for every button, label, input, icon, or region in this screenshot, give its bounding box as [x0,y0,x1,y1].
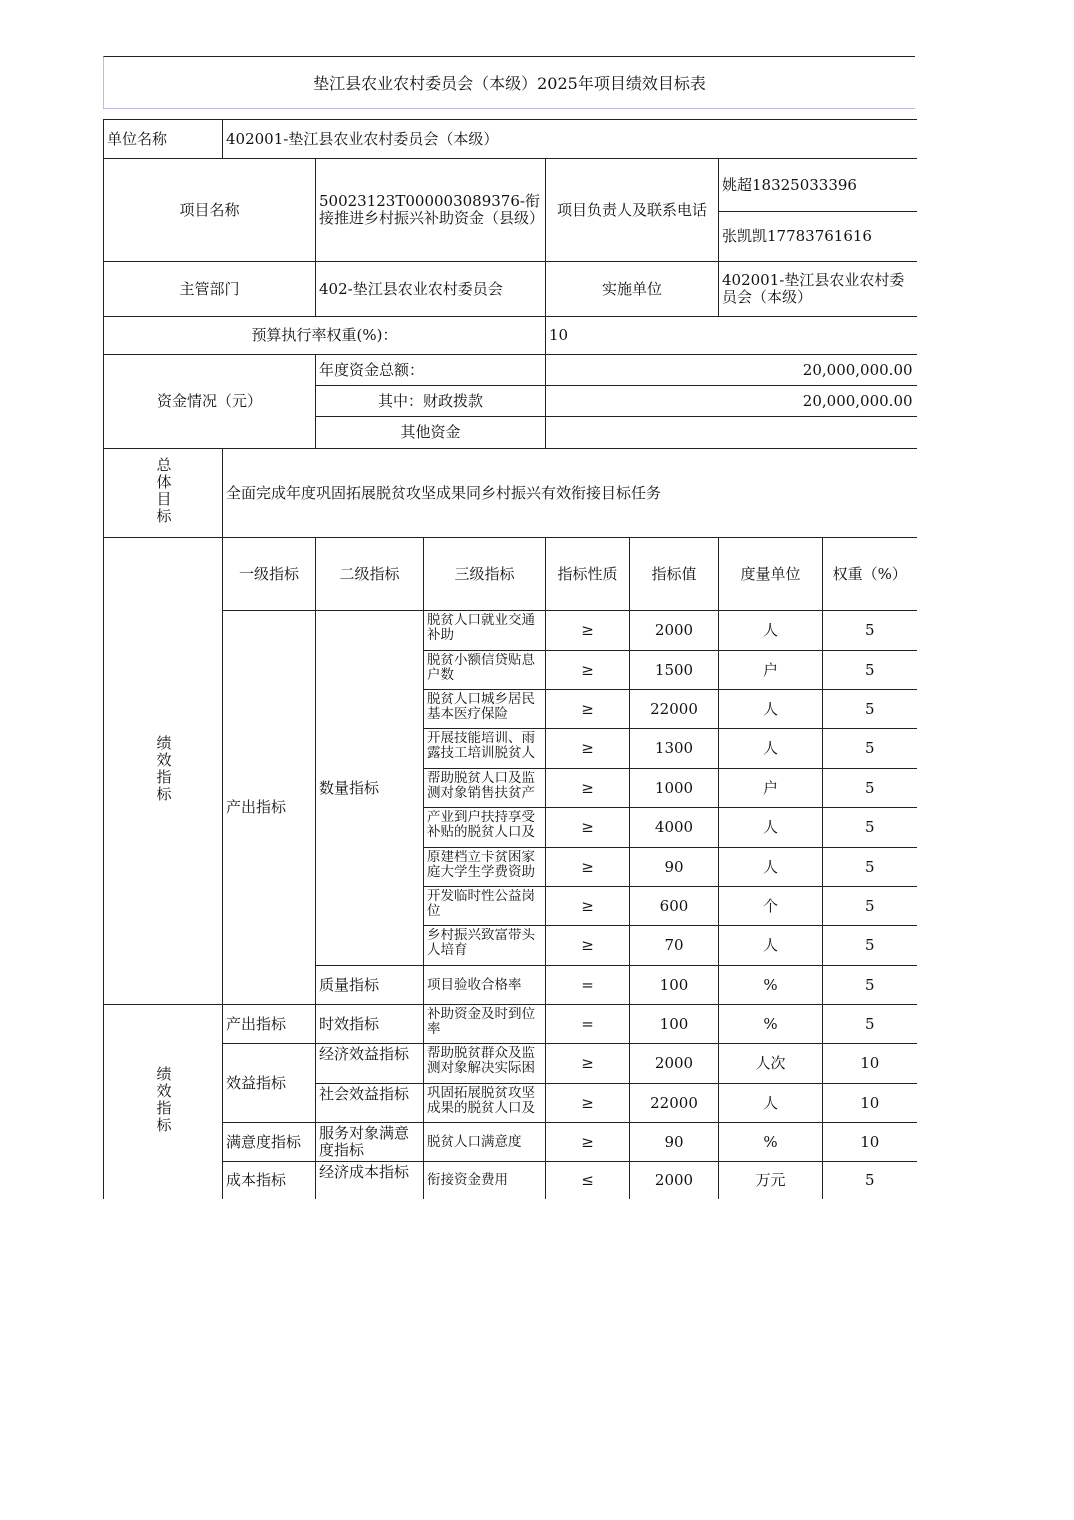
cell-weight: 5 [823,887,917,926]
project-name-label: 项目名称 [104,159,316,262]
cell-weight: 5 [823,769,917,808]
budget-value: 10 [546,317,917,355]
cell-l3 [424,769,546,808]
cell-nature: ≥ [546,1044,630,1084]
cell-l3 [424,887,546,926]
cell-weight: 5 [823,848,917,887]
cell-weight: 10 [823,1084,917,1123]
cell-l3 [424,926,546,966]
cell-nature: ≥ [546,808,630,848]
cell-unit: 个 [719,887,823,926]
funds-total-label: 年度资金总额： [316,355,546,386]
cell-unit: 人 [719,611,823,651]
cell-weight: 5 [823,1005,917,1044]
cell-l2: 时效指标 [316,1005,424,1044]
cell-l2 [316,1162,424,1199]
cell-l3 [424,1044,546,1084]
cell-l3-text: 帮助脱贫群众及监测对象解决实际困 [427,1046,535,1076]
cell-value: 100 [630,966,719,1005]
cell-value: 22000 [630,1084,719,1123]
cell-nature: ≥ [546,926,630,966]
cell-l2: 质量指标 [316,966,424,1005]
cell-l2-text: 社会效益指标 [319,1086,410,1103]
cell-l3-text: 原建档立卡贫困家庭大学生学费资助 [427,850,535,880]
cell-l2 [316,1084,424,1123]
cell-value: 2000 [630,611,719,651]
funds-total-value: 20,000,000.00 [546,355,917,386]
cell-l1: 满意度指标 [223,1123,316,1162]
cell-l1: 产出指标 [223,1005,316,1044]
cell-unit: 人 [719,1084,823,1123]
funds-other-value [546,417,917,449]
cell-l3-text: 开发临时性公益岗位 [427,889,535,919]
cell-weight: 5 [823,966,917,1005]
cell-value: 22000 [630,690,719,729]
table-row [104,1005,917,1044]
cell-weight: 5 [823,611,917,651]
cell-nature: ≥ [546,1084,630,1123]
cell-l2 [316,1123,424,1162]
cell-l3-text: 补助资金及时到位率 [427,1007,535,1037]
cell-l1: 产出指标 [223,611,316,1005]
goal-label-text: 总体目标 [154,457,173,525]
cell-unit: 户 [719,651,823,690]
cell-l3-text: 巩固拓展脱贫攻坚成果的脱贫人口及 [427,1086,535,1116]
cell-unit: % [719,1005,823,1044]
cell-value: 90 [630,848,719,887]
funds-fiscal-label: 其中：财政拨款 [316,386,546,417]
goal-value: 全面完成年度巩固拓展脱贫攻坚成果同乡村振兴有效衔接目标任务 [223,449,917,538]
cell-weight: 5 [823,808,917,848]
table-row [104,1162,917,1199]
cell-nature: ≥ [546,651,630,690]
header-nature: 指标性质 [546,538,630,611]
cell-l3-text: 脱贫小额信贷贴息户数 [427,653,535,683]
header-l2: 二级指标 [316,538,424,611]
cell-value: 1500 [630,651,719,690]
cell-weight: 10 [823,1123,917,1162]
impl-label: 实施单位 [546,262,719,317]
cell-l3 [424,1005,546,1044]
project-contact-2: 张凯凯17783761616 [719,212,917,262]
cell-l3: 衔接资金费用 [424,1162,546,1199]
funds-fiscal-value: 20,000,000.00 [546,386,917,417]
cell-l3-text: 开展技能培训、雨露技工培训脱贫人 [427,731,535,761]
perf-label-1 [104,538,223,1005]
unit-value: 402001-垫江县农业农村委员会（本级） [223,120,917,159]
cell-l2 [316,1044,424,1084]
budget-label: 预算执行率权重(%)： [104,317,546,355]
cell-nature: ≥ [546,887,630,926]
table-row [104,1044,917,1084]
cell-l3: 脱贫人口满意度 [424,1123,546,1162]
header-unit: 度量单位 [719,538,823,611]
cell-l3-text: 乡村振兴致富带头人培育 [427,928,535,958]
cell-value: 2000 [630,1162,719,1199]
cell-unit: 人 [719,729,823,769]
funds-label: 资金情况（元） [104,355,316,449]
cell-l3 [424,611,546,651]
cell-nature: ≥ [546,690,630,729]
cell-l3 [424,848,546,887]
cell-l2-text: 服务对象满意度指标 [319,1125,410,1159]
cell-value: 70 [630,926,719,966]
cell-nature: ≥ [546,729,630,769]
goal-label [104,449,223,538]
cell-l3 [424,690,546,729]
cell-l1: 成本指标 [223,1162,316,1199]
cell-value: 1300 [630,729,719,769]
cell-l2-text: 经济效益指标 [319,1046,410,1063]
cell-unit: 人次 [719,1044,823,1084]
project-name-value: 50023123T000003089376-衔接推进乡村振兴补助资金（县级） [316,159,546,262]
funds-other-label: 其他资金 [316,417,546,449]
cell-l3-text: 脱贫人口就业交通补助 [427,613,535,643]
page-title: 垫江县农业农村委员会（本级）2025年项目绩效目标表 [103,56,915,109]
cell-unit: 万元 [719,1162,823,1199]
cell-weight: 5 [823,1162,917,1199]
cell-value: 4000 [630,808,719,848]
unit-label: 单位名称 [104,120,223,159]
cell-value: 2000 [630,1044,719,1084]
cell-value: 100 [630,1005,719,1044]
cell-nature: ≥ [546,848,630,887]
cell-unit: 户 [719,769,823,808]
cell-l2: 数量指标 [316,611,424,966]
table-row [104,1123,917,1162]
project-contact-1: 姚超18325033396 [719,159,917,212]
cell-nature: = [546,1005,630,1044]
cell-nature: ≥ [546,1123,630,1162]
cell-l3 [424,808,546,848]
performance-table [103,119,917,1199]
cell-weight: 5 [823,690,917,729]
perf-label-2 [104,1005,223,1199]
header-weight: 权重（%） [823,538,917,611]
cell-l2-text: 经济成本指标 [319,1164,410,1181]
cell-l3-text: 产业到户扶持享受补贴的脱贫人口及 [427,810,535,840]
perf-label-1-text: 绩效指标 [154,735,173,803]
cell-nature: ≤ [546,1162,630,1199]
cell-unit: 人 [719,848,823,887]
header-l1: 一级指标 [223,538,316,611]
impl-value: 402001-垫江县农业农村委员会（本级） [719,262,917,317]
cell-weight: 5 [823,926,917,966]
dept-label: 主管部门 [104,262,316,317]
cell-unit: 人 [719,690,823,729]
cell-value: 1000 [630,769,719,808]
table-row [104,611,917,651]
cell-weight: 10 [823,1044,917,1084]
cell-l3 [424,1084,546,1123]
cell-weight: 5 [823,729,917,769]
cell-unit: 人 [719,926,823,966]
cell-nature: = [546,966,630,1005]
cell-unit: % [719,1123,823,1162]
cell-unit: 人 [719,808,823,848]
cell-l3 [424,729,546,769]
cell-l3-text: 帮助脱贫人口及监测对象销售扶贫产 [427,771,535,801]
cell-l3-text: 脱贫人口城乡居民基本医疗保险 [427,692,535,722]
perf-label-2-text: 绩效指标 [154,1065,173,1134]
cell-l3 [424,651,546,690]
cell-value: 600 [630,887,719,926]
cell-nature: ≥ [546,769,630,808]
project-contact-label: 项目负责人及联系电话 [546,159,719,262]
dept-value: 402-垫江县农业农村委员会 [316,262,546,317]
header-value: 指标值 [630,538,719,611]
cell-l3: 项目验收合格率 [424,966,546,1005]
cell-value: 90 [630,1123,719,1162]
header-l3: 三级指标 [424,538,546,611]
cell-l1: 效益指标 [223,1044,316,1123]
cell-nature: ≥ [546,611,630,651]
cell-unit: % [719,966,823,1005]
cell-weight: 5 [823,651,917,690]
